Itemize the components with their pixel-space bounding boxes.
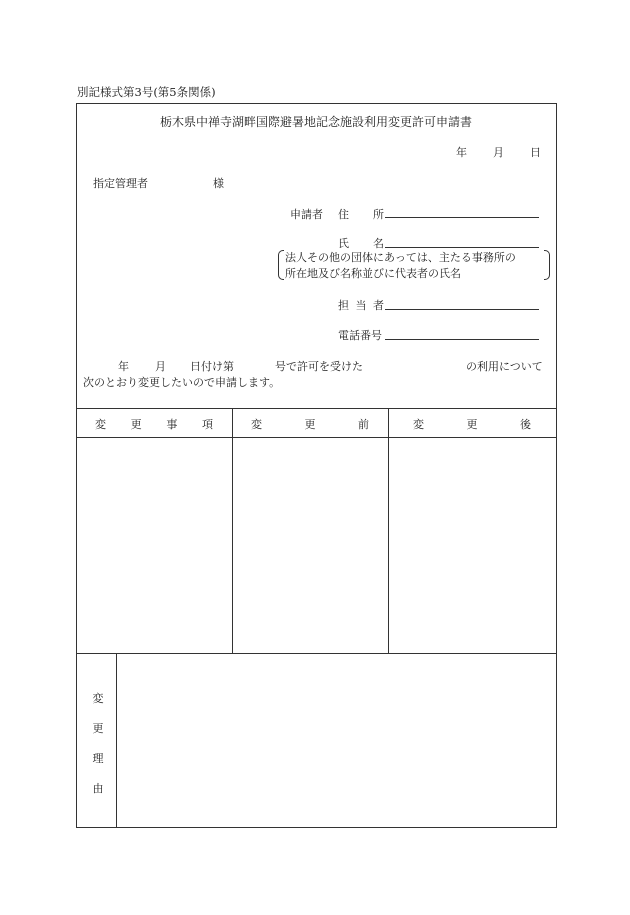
table-top-border [76,408,557,409]
reason-label-char-4: 由 [92,782,104,795]
after-change-cell[interactable] [389,438,556,652]
change-reason-cell[interactable] [117,654,556,827]
header-after-change: 変 更 後 [413,418,531,431]
statement-year: 年 [118,360,129,373]
date-year-label: 年 [456,146,467,159]
note-bracket-right [544,250,550,280]
note-bracket-left [278,250,284,280]
address-field[interactable] [385,217,539,218]
contact-person-field[interactable] [385,309,539,310]
header-change-item: 変 更 事 項 [95,418,213,431]
corporation-note-line1: 法人その他の団体にあっては、主たる事務所の [285,251,516,264]
change-item-cell[interactable] [77,438,231,652]
applicant-label: 申請者 [290,208,323,221]
date-day-label: 日 [530,146,541,159]
before-change-cell[interactable] [233,438,387,652]
statement-usage: の利用について [466,360,543,373]
contact-person-label: 担 当 者 [338,299,384,312]
phone-label: 電話番号 [338,329,382,342]
name-label: 氏 名 [338,237,384,250]
form-number: 別記様式第3号(第5条関係) [77,85,216,99]
statement-line2: 次のとおり変更したいので申請します。 [83,376,281,389]
statement-number-permit: 号で許可を受けた [275,360,363,373]
document-title: 栃木県中禅寺湖畔国際避暑地記念施設利用変更許可申請書 [160,115,473,129]
addressee-honorific: 様 [213,177,224,190]
addressee-label: 指定管理者 [93,177,148,190]
statement-day-permit: 日付け第 [190,360,234,373]
header-before-change: 変 更 前 [251,418,369,431]
reason-label-char-1: 変 [92,692,104,705]
address-label: 住 所 [338,208,384,221]
date-month-label: 月 [493,146,504,159]
statement-month: 月 [155,360,166,373]
phone-field[interactable] [385,339,539,340]
corporation-note-line2: 所在地及び名称並びに代表者の氏名 [285,267,461,280]
name-field[interactable] [385,247,539,248]
reason-label-char-2: 更 [92,722,104,735]
reason-label-char-3: 理 [92,752,104,765]
